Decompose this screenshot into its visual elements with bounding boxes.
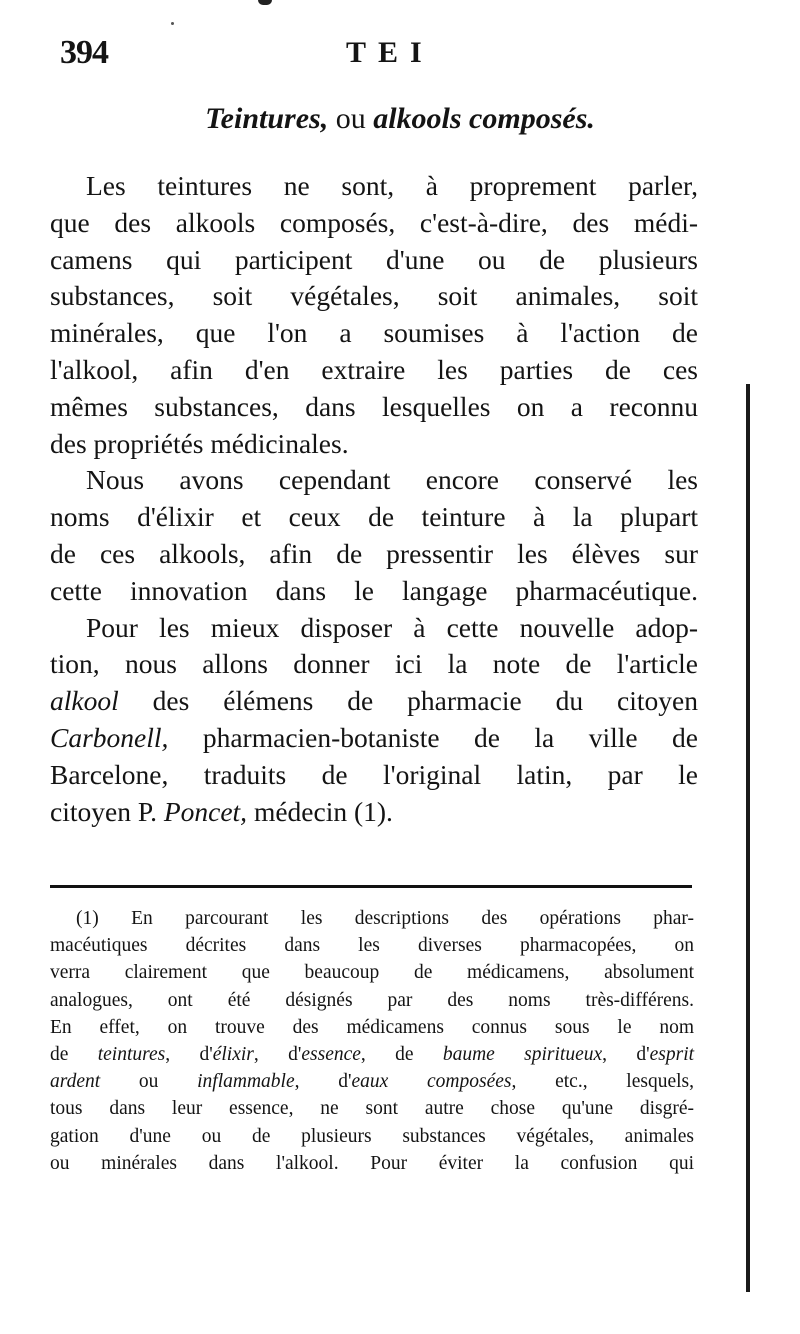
paragraph-3-line: Barcelone, traduits de l'original latin, par le bbox=[50, 758, 698, 790]
italic-term: essence bbox=[301, 1043, 361, 1065]
line-text: citoyen P. bbox=[50, 795, 164, 827]
line-text: , d' bbox=[165, 1043, 213, 1065]
line-text: , d' bbox=[294, 1071, 352, 1093]
italic-name-carbonell: Carbonell, bbox=[50, 721, 169, 753]
italic-term-alkool: alkool bbox=[50, 685, 119, 717]
italic-name-poncet: Poncet, bbox=[163, 795, 248, 827]
section-title-part-3: alkools composés. bbox=[373, 102, 595, 135]
paragraph-3-line bbox=[50, 794, 698, 831]
italic-term: inflammable bbox=[197, 1071, 295, 1093]
italic-term: ardent bbox=[50, 1071, 101, 1093]
paragraph-1-line: l'alkool, afin d'en extraire les parties de ces bbox=[50, 353, 698, 385]
line-text: , d' bbox=[253, 1043, 302, 1065]
italic-term: élixir bbox=[212, 1043, 254, 1065]
paragraph-1-line: Les teintures ne sont, à proprement parler, bbox=[86, 170, 698, 201]
line-text: pharmacien-botaniste de la ville de bbox=[168, 721, 698, 753]
paragraph-1-line: mêmes substances, dans lesquelles on a reconnu bbox=[50, 390, 698, 422]
footnote-line: En effet, on trouve des médicamens connus sous le nom bbox=[50, 1016, 694, 1038]
section-title-part-2: ou bbox=[328, 102, 374, 135]
italic-term: eaux composées bbox=[351, 1071, 512, 1093]
line-text: , d' bbox=[602, 1043, 650, 1065]
paragraph-1-line: minérales, que l'on a soumises à l'action de bbox=[50, 317, 698, 349]
footnote-line: ou minérales dans l'alkool. Pour éviter la confusion qui bbox=[50, 1152, 694, 1174]
section-title-part-1: Teintures, bbox=[205, 102, 329, 135]
page-number: 394 bbox=[60, 34, 108, 71]
body-text bbox=[50, 168, 698, 830]
scan-speck bbox=[171, 22, 174, 25]
paragraph-1-line: substances, soit végétales, soit animales, soit bbox=[50, 280, 698, 312]
italic-term: teintures bbox=[97, 1043, 166, 1065]
italic-term: baume spiritueux bbox=[442, 1043, 603, 1065]
footnote-rule bbox=[50, 885, 692, 888]
paragraph-3-line: Pour les mieux disposer à cette nouvelle adop- bbox=[86, 611, 698, 643]
paragraph-3-line bbox=[50, 683, 698, 720]
footnote-line: analogues, ont été désignés par des noms très-différens. bbox=[50, 989, 694, 1011]
line-text: de bbox=[50, 1043, 98, 1065]
scan-mark bbox=[258, 0, 272, 5]
paragraph-2-line: de ces alkools, afin de pressentir les élèves sur bbox=[50, 537, 698, 569]
line-text: médecin (1). bbox=[247, 795, 393, 827]
line-text: des élémens de pharmacie du citoyen bbox=[118, 685, 698, 717]
line-text: ou bbox=[100, 1071, 198, 1093]
footnote bbox=[50, 905, 694, 1177]
footnote-line: verra clairement que beaucoup de médicamens, absolument bbox=[50, 962, 694, 984]
section-title bbox=[0, 102, 800, 136]
footnote-line: macéutiques décrites dans les diverses pharmacopées, on bbox=[50, 935, 694, 957]
footnote-line: tous dans leur essence, ne sont autre chose qu'une disgré- bbox=[50, 1098, 694, 1120]
running-head: TEI bbox=[346, 36, 434, 69]
paragraph-2-line: noms d'élixir et ceux de teinture à la plupart bbox=[50, 501, 698, 533]
line-text: , etc., lesquels, bbox=[511, 1071, 694, 1093]
footnote-line: gation d'une ou de plusieurs substances végétales, animales bbox=[50, 1125, 694, 1147]
paragraph-2-line: Nous avons cependant encore conservé les bbox=[86, 464, 698, 496]
italic-term: esprit bbox=[649, 1043, 695, 1065]
page-header bbox=[0, 34, 800, 84]
paragraph-1-line: des propriétés médicinales. bbox=[50, 427, 349, 459]
paragraph-1-line: camens qui participent d'une ou de plusieurs bbox=[50, 243, 698, 275]
footnote-line: (1) En parcourant les descriptions des opérations phar- bbox=[76, 908, 694, 929]
page-edge-shadow bbox=[746, 384, 750, 1292]
paragraph-3-line bbox=[50, 720, 698, 757]
paragraph-2-line: cette innovation dans le langage pharmacéutique. bbox=[50, 574, 698, 606]
paragraph-3-line: tion, nous allons donner ici la note de l'article bbox=[50, 648, 698, 680]
line-text: , de bbox=[360, 1043, 443, 1065]
footnote-line bbox=[50, 1068, 694, 1095]
footnote-line bbox=[50, 1041, 694, 1068]
paragraph-1-line: que des alkools composés, c'est-à-dire, des médi- bbox=[50, 206, 698, 238]
